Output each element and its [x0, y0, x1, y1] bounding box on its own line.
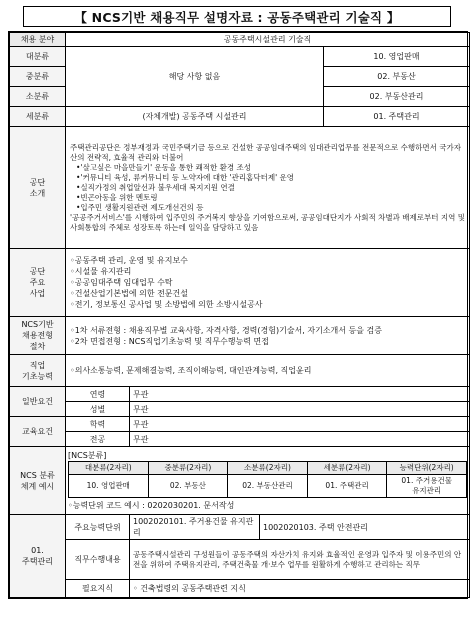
ncs-header: 능력단위(2자리) — [387, 462, 467, 475]
general-req-label: 일반요건 — [10, 387, 66, 417]
duty-label: 01. 주택관리 — [10, 515, 66, 598]
knowledge-value: ◦ 건축법령의 공동주택관련 지식 — [130, 580, 470, 598]
ncs-value: 10. 영업판매 — [69, 475, 149, 498]
ncs-label: NCS 분류 체계 예시 — [10, 447, 66, 515]
process-step: ◦1차 서류전형 : 채용직무별 교육사항, 자격사항, 경력(경험)기술서, 자기소개서 등을 검증 — [70, 325, 383, 335]
class-minor-value: 02. 부동산관리 — [324, 87, 470, 107]
education-req-label: 교육요건 — [10, 417, 66, 447]
degree-label: 학력 — [66, 417, 130, 432]
intro-content — [66, 127, 470, 249]
class-major-label: 대분류 — [10, 47, 66, 67]
job-description-sheet — [8, 31, 468, 599]
intro-closing: '공공주거서비스'를 시행하여 입주민의 주거복지 향상을 기여함으로써, 공공임대단지가 사회적 차별과 배제로부터 지역 및 사회통합의 주체로 성장토록 하는데 일익을 담당하고 있음 — [70, 212, 465, 232]
intro-bullet: •빈곤아동을 위한 멘토링 — [76, 192, 158, 202]
gender-value: 무관 — [130, 402, 470, 417]
ncs-header: 소분류(2자리) — [228, 462, 308, 475]
intro-bullet: •'커뮤니티 육성, 류커뮤니티 등 노약자에 대한 '관리홈닥터제' 운영 — [76, 172, 295, 182]
business-item: ◦전기, 정보통신 공사업 및 소방법에 의한 소방시설공사 — [70, 300, 263, 309]
gender-label: 성별 — [66, 402, 130, 417]
ncs-value: 02. 부동산관리 — [228, 475, 308, 498]
intro-bullet: •입주민 생활지원관련 제도개선건의 등 — [76, 202, 204, 212]
business-item: ◦공공임대주택 임대업무 수탁 — [70, 278, 173, 287]
class-middle-label: 중분류 — [10, 67, 66, 87]
intro-bullet: •'살고싶은 마을만들기' 운동을 통한 쾌적한 환경 조성 — [76, 162, 251, 172]
knowledge-label: 필요지식 — [66, 580, 130, 598]
process-step: ◦2차 면접전형 : NCS직업기초능력 및 직무수행능력 면접 — [70, 336, 269, 346]
degree-value: 무관 — [130, 417, 470, 432]
business-content — [66, 249, 470, 317]
ncs-table — [68, 461, 467, 498]
ncs-header: 중분류(2자리) — [148, 462, 228, 475]
class-none-note: 해당 사항 없음 — [66, 47, 324, 107]
process-content — [66, 317, 470, 355]
main-table — [9, 32, 470, 598]
duty-desc-value: 공동주택시설관리 구성원들이 공동주택의 자산가치 유지와 효율적인 운영과 입주자 및 이용주민의 안전을 위하여 주택유지관리, 주택건축물 개·보수 업무를 원활하게 수행하고 관리하는 직무 — [130, 540, 470, 580]
field-label: 채용 분야 — [10, 33, 66, 47]
class-detail-middle: (자체개발) 공동주택 시설관리 — [66, 107, 324, 127]
process-label: NCS기반 채용전형 절차 — [10, 317, 66, 355]
basic-skills-value: ◦의사소통능력, 문제해결능력, 조직이해능력, 대인관계능력, 직업윤리 — [66, 355, 470, 387]
age-label: 연령 — [66, 387, 130, 402]
basic-skills-label: 직업 기초능력 — [10, 355, 66, 387]
class-major-value: 10. 영업판매 — [324, 47, 470, 67]
ncs-header: 세분류(2자리) — [307, 462, 387, 475]
major-label: 전공 — [66, 432, 130, 447]
class-detail-value: 01. 주택관리 — [324, 107, 470, 127]
ncs-content — [66, 447, 470, 515]
intro-paragraph: 주택관리공단은 정부재정과 국민주택기금 등으로 건설한 공공임대주택의 임대관리업무를 전문적으로 수행하면서 국가자산의 전략적, 효율적 관리와 더불어 — [70, 142, 461, 162]
class-minor-label: 소분류 — [10, 87, 66, 107]
intro-bullets — [70, 163, 465, 213]
field-value: 공동주택시설관리 기술직 — [66, 33, 470, 47]
ncs-code-note: ◦능력단위 코드 예시 : 0202030201. 문서작성 — [68, 501, 235, 510]
unit-value-2: 1002020103. 주택 안전관리 — [260, 515, 470, 540]
unit-value-1: 1002020101. 주거용건물 유지관리 — [130, 515, 260, 540]
class-detail-label: 세분류 — [10, 107, 66, 127]
age-value: 무관 — [130, 387, 470, 402]
ncs-value: 01. 주거용건물 유지관리 — [387, 475, 467, 498]
duty-desc-label: 직무수행내용 — [66, 540, 130, 580]
business-label: 공단 주요 사업 — [10, 249, 66, 317]
unit-label: 주요능력단위 — [66, 515, 130, 540]
intro-bullet: •실직가정의 취업알선과 불우세대 복지지원 연결 — [76, 182, 235, 192]
business-item: ◦건설산업기본법에 의한 전문건설 — [70, 289, 188, 298]
intro-label: 공단 소개 — [10, 127, 66, 249]
ncs-tag: [NCS분류] — [68, 451, 107, 460]
ncs-header: 대분류(2자리) — [69, 462, 149, 475]
ncs-value: 02. 부동산 — [148, 475, 228, 498]
ncs-value: 01. 주택관리 — [307, 475, 387, 498]
business-item: ◦시설물 유지관리 — [70, 267, 132, 276]
class-middle-value: 02. 부동산 — [324, 67, 470, 87]
business-item: ◦공동주택 관리, 운영 및 유지보수 — [70, 256, 188, 265]
document-title: 【 NCS기반 채용직무 설명자료 : 공동주택관리 기술직 】 — [23, 6, 451, 27]
major-value: 무관 — [130, 432, 470, 447]
